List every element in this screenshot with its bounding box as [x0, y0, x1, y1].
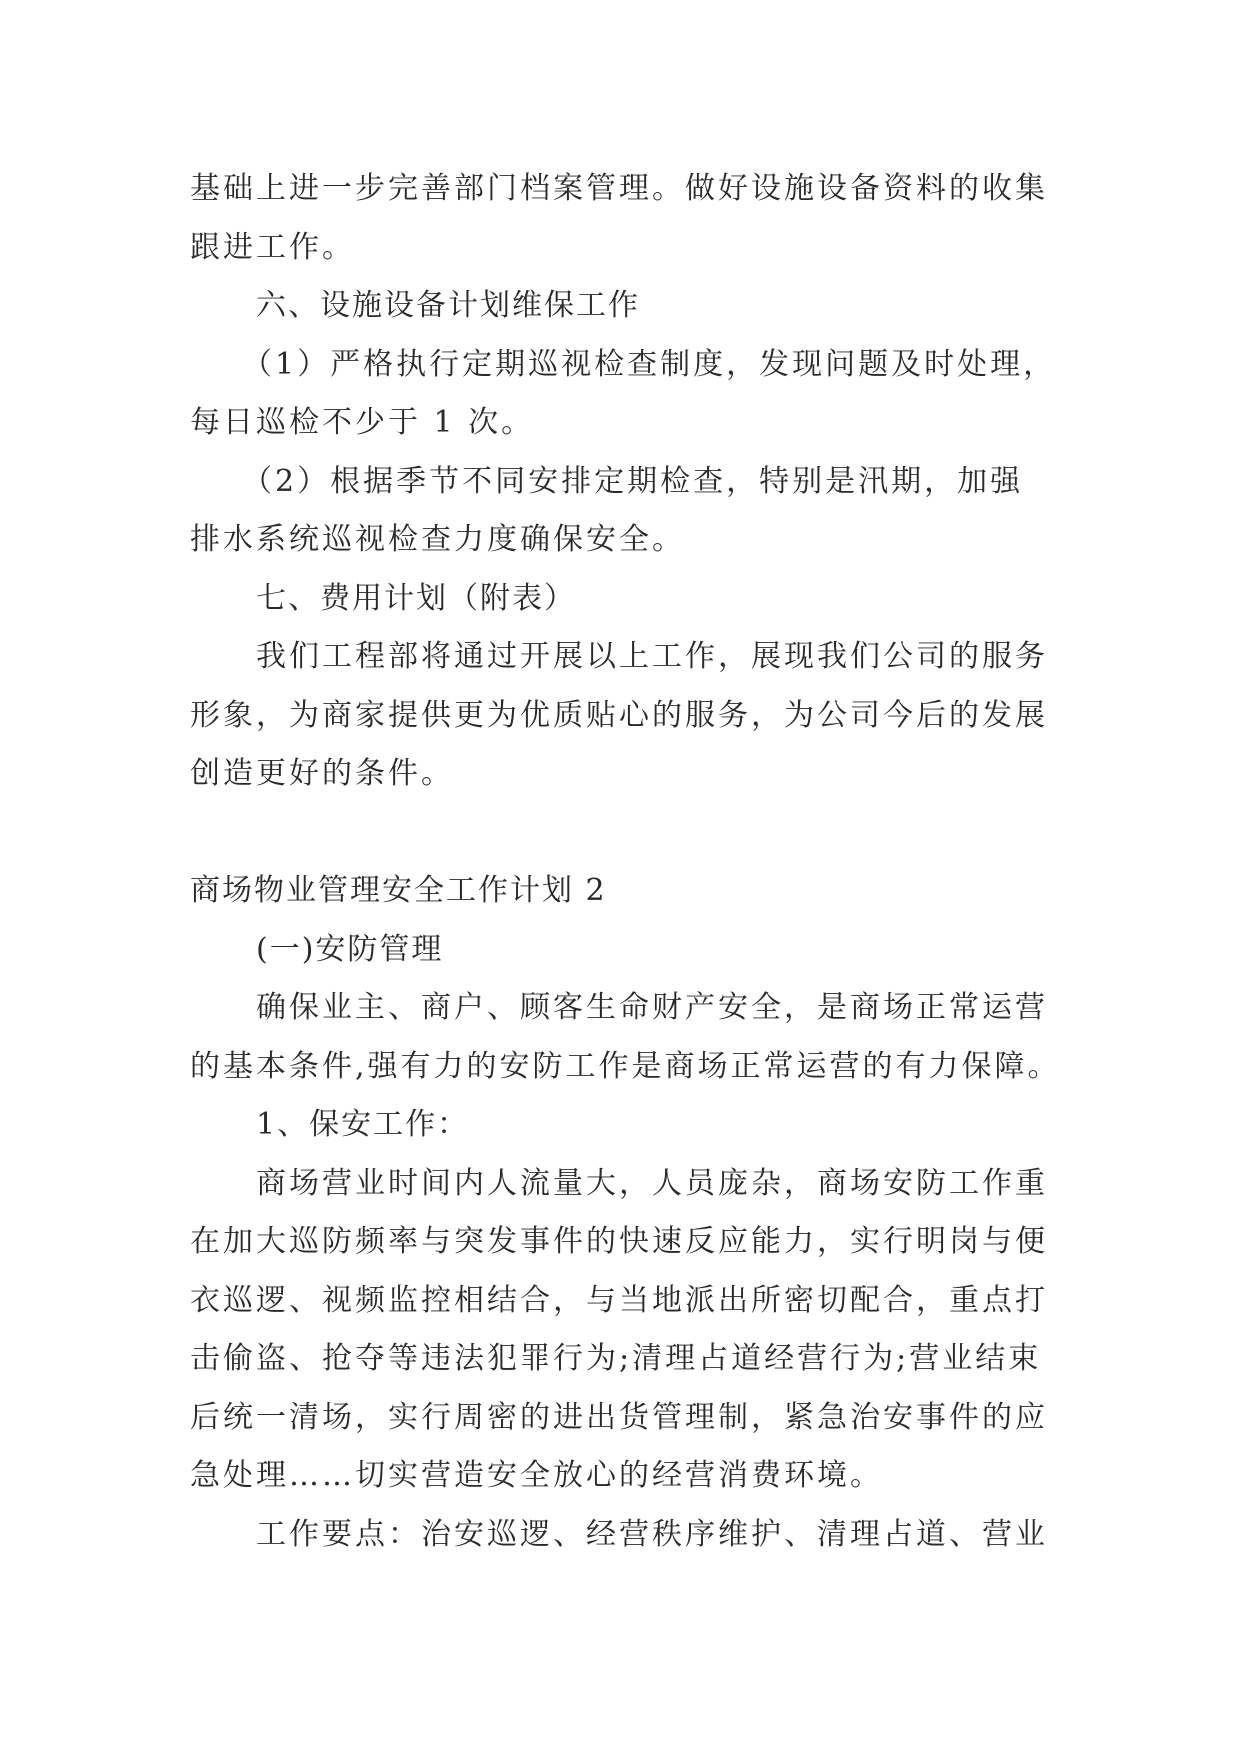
paragraph-line: 的基本条件,强有力的安防工作是商场正常运营的有力保障。	[190, 1048, 1061, 1084]
paragraph-line: 急处理……切实营造安全放心的经营消费环境。	[190, 1458, 883, 1493]
section-heading: 六、设施设备计划维保工作	[256, 288, 640, 323]
paragraph-line: 工作要点：治安巡逻、经营秩序维护、清理占道、营业	[256, 1516, 1048, 1552]
paragraph-line: 创造更好的条件。	[190, 756, 454, 791]
paragraph-line: 跟进工作。	[190, 229, 355, 265]
paragraph-line: 在加大巡防频率与突发事件的快速反应能力，实行明岗与便	[190, 1224, 1048, 1259]
document-title: 商场物业管理安全工作计划 2	[190, 873, 607, 908]
paragraph-line: 基础上进一步完善部门档案管理。做好设施设备资料的收集	[190, 171, 1048, 206]
paragraph-line: 每日巡检不少于 1 次。	[190, 405, 535, 440]
section-heading: 1、保安工作：	[256, 1107, 470, 1142]
paragraph-line: （1）严格执行定期巡视检查制度，发现问题及时处理，	[242, 346, 1057, 382]
paragraph-spacer	[190, 804, 1060, 863]
paragraph-line: 形象，为商家提供更为优质贴心的服务，为公司今后的发展	[190, 697, 1048, 733]
paragraph-line: 后统一清场，实行周密的进出货管理制，紧急治安事件的应	[190, 1399, 1048, 1435]
paragraph-line: （2）根据季节不同安排定期检查，特别是汛期，加强	[242, 463, 1024, 499]
section-heading: 七、费用计划（附表）	[256, 580, 576, 616]
body-text	[190, 160, 1060, 1564]
paragraph-line: 击偷盗、抢夺等违法犯罪行为;清理占道经营行为;营业结束	[190, 1341, 1042, 1376]
paragraph-line: 衣巡逻、视频监控相结合，与当地派出所密切配合，重点打	[190, 1282, 1048, 1318]
paragraph-line: 排水系统巡视检查力度确保安全。	[190, 522, 685, 557]
paragraph-line: 确保业主、商户、顾客生命财产安全，是商场正常运营	[256, 990, 1048, 1025]
paragraph-line: 我们工程部将通过开展以上工作，展现我们公司的服务	[256, 639, 1048, 674]
section-heading: (一)安防管理	[256, 931, 444, 967]
paragraph-line: 商场营业时间内人流量大，人员庞杂，商场安防工作重	[256, 1165, 1048, 1201]
